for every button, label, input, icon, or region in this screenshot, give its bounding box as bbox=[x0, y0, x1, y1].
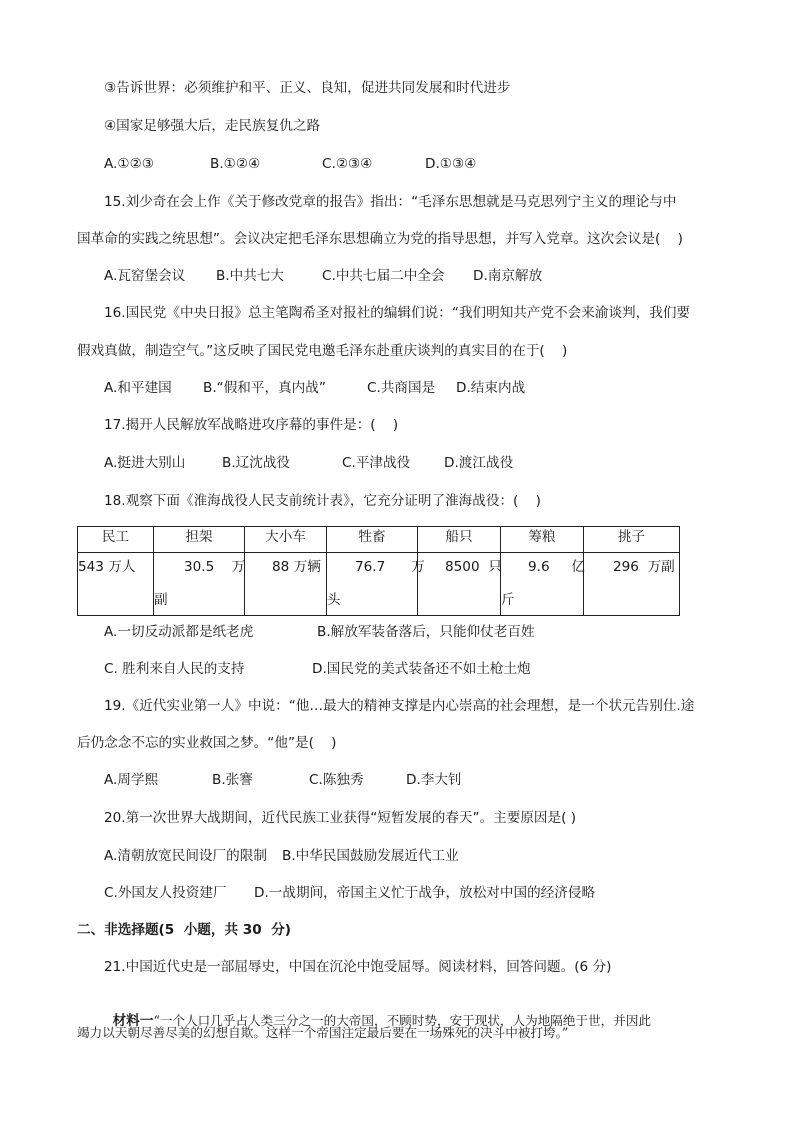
q16-stem-line-2: 假戏真做，制造空气。”这反映了国民党电邀毛泽东赴重庆谈判的真实目的在于( ) bbox=[77, 343, 568, 359]
header-carrying-poles: 挑子 bbox=[584, 527, 680, 553]
q20-option-b[interactable]: B.中华民国鼓励发展近代工业 bbox=[282, 848, 459, 864]
q15-option-c[interactable]: C.中共七届二中全会 bbox=[322, 268, 445, 284]
q14-option-a[interactable]: A.①②③ bbox=[104, 156, 154, 172]
q15-stem-line-1: 15.刘少奇在会上作《关于修改党章的报告》指出：“毛泽东思想就是马克思列宁主义的理论与中 bbox=[104, 194, 677, 210]
q17-option-b[interactable]: B.辽沈战役 bbox=[222, 455, 291, 471]
q19-stem-line-1: 19.《近代实业第一人》中说：“他…最大的精神支撑是内心崇高的社会理想，是一个状元告别仕.途 bbox=[104, 698, 695, 714]
q16-option-a[interactable]: A.和平建国 bbox=[104, 380, 172, 396]
table-row bbox=[78, 553, 680, 616]
cell-carrying-poles bbox=[584, 553, 680, 616]
value-carrying-poles: 296 万副 bbox=[613, 559, 675, 575]
value-stretchers-unit: 副 bbox=[154, 592, 168, 608]
header-boats: 船只 bbox=[418, 527, 501, 553]
q16-option-d[interactable]: D.结束内战 bbox=[456, 380, 526, 396]
value-livestock: 76.7 万 bbox=[355, 559, 425, 575]
q17-stem: 17.揭开人民解放军战略进攻序幕的事件是：( ) bbox=[104, 417, 399, 433]
cell-boats bbox=[418, 553, 501, 616]
q17-option-a[interactable]: A.挺进大别山 bbox=[104, 455, 186, 471]
value-stretchers: 30.5 万 bbox=[184, 559, 246, 575]
value-livestock-unit: 头 bbox=[327, 592, 341, 608]
q16-stem-line-1: 16.国民党《中央日报》总主笔陶希圣对报社的编辑们说：“我们明知共产党不会来渝谈判，我们要 bbox=[104, 305, 691, 321]
q14-statement-3: ③告诉世界：必须维护和平、正义、良知，促进共同发展和时代进步 bbox=[104, 80, 511, 96]
q18-option-b[interactable]: B.解放军装备落后，只能仰仗老百姓 bbox=[317, 624, 535, 640]
cell-laborers bbox=[78, 553, 154, 616]
q15-option-a[interactable]: A.瓦窑堡会议 bbox=[104, 268, 186, 284]
q14-statement-4: ④国家足够强大后，走民族复仇之路 bbox=[104, 118, 321, 134]
value-grain-unit: 斤 bbox=[501, 592, 515, 608]
q16-option-c[interactable]: C.共商国是 bbox=[367, 380, 436, 396]
q19-option-a[interactable]: A.周学熙 bbox=[104, 772, 159, 788]
q14-option-b[interactable]: B.①②④ bbox=[210, 156, 261, 172]
q14-option-d[interactable]: D.①③④ bbox=[425, 156, 477, 172]
q19-option-d[interactable]: D.李大钊 bbox=[406, 772, 462, 788]
q21-stem: 21.中国近代史是一部屈辱史，中国在沉沦中饱受屈辱。阅读材料，回答问题。(6 分) bbox=[104, 959, 612, 975]
q19-stem-line-2: 后仍念念不忘的实业救国之梦。“他”是( ) bbox=[77, 735, 337, 751]
section-2-heading: 二、非选择题(5 小题，共 30 分) bbox=[77, 922, 291, 938]
cell-carts bbox=[245, 553, 327, 616]
q18-option-a[interactable]: A.一切反动派都是纸老虎 bbox=[104, 624, 254, 640]
table-header-row bbox=[78, 527, 680, 553]
cell-stretchers bbox=[154, 553, 245, 616]
value-laborers: 543 万人 bbox=[78, 559, 136, 575]
material-1-text-1: “一个人口几乎占人类三分之一的大帝国，不顾时势，安于现状，人为地隔绝于世，并因此 bbox=[153, 1013, 652, 1028]
value-boats: 8500 只 bbox=[445, 559, 502, 575]
value-grain: 9.6 亿 bbox=[528, 559, 585, 575]
q17-option-d[interactable]: D.渡江战役 bbox=[444, 455, 514, 471]
q18-stem: 18.观察下面《淮海战役人民支前统计表》，它充分证明了淮海战役：( ) bbox=[104, 493, 541, 509]
q15-option-b[interactable]: B.中共七大 bbox=[216, 268, 285, 284]
q21-material-1-line-2: 竭力以天朝尽善尽美的幻想自欺。这样一个帝国注定最后要在一场殊死的决斗中被打垮。” bbox=[77, 1025, 569, 1040]
q19-option-b[interactable]: B.张謇 bbox=[212, 772, 253, 788]
q20-option-c[interactable]: C.外国友人投资建厂 bbox=[104, 885, 227, 901]
q20-option-d[interactable]: D.一战期间，帝国主义忙于战争，放松对中国的经济侵略 bbox=[254, 885, 596, 901]
q16-option-b[interactable]: B.“假和平，真内战” bbox=[203, 380, 326, 396]
header-stretchers: 担架 bbox=[154, 527, 245, 553]
cell-livestock bbox=[327, 553, 425, 616]
support-statistics-table bbox=[77, 526, 680, 616]
header-laborers: 民工 bbox=[78, 527, 154, 553]
value-carts: 88 万辆 bbox=[272, 559, 321, 575]
q18-option-d[interactable]: D.国民党的美式装备还不如土枪土炮 bbox=[312, 661, 531, 677]
header-grain: 筹粮 bbox=[501, 527, 584, 553]
q15-option-d[interactable]: D.南京解放 bbox=[473, 268, 543, 284]
q17-option-c[interactable]: C.平津战役 bbox=[342, 455, 411, 471]
q14-option-c[interactable]: C.②③④ bbox=[322, 156, 373, 172]
material-1-label: 材料一 bbox=[112, 1013, 154, 1029]
q15-stem-line-2: 国革命的实践之统思想”。会议决定把毛泽东思想确立为党的指导思想，并写入党章。这次会议是( ) bbox=[77, 231, 683, 247]
q20-stem: 20.第一次世界大战期间，近代民族工业获得“短暂发展的春天”。主要原因是( ) bbox=[104, 810, 577, 826]
header-livestock: 牲畜 bbox=[327, 527, 418, 553]
q19-option-c[interactable]: C.陈独秀 bbox=[309, 772, 364, 788]
header-carts: 大小车 bbox=[245, 527, 327, 553]
cell-grain bbox=[501, 553, 584, 616]
q20-option-a[interactable]: A.清朝放宽民间设厂的限制 bbox=[104, 848, 267, 864]
q18-option-c[interactable]: C. 胜利来自人民的支持 bbox=[104, 661, 245, 677]
